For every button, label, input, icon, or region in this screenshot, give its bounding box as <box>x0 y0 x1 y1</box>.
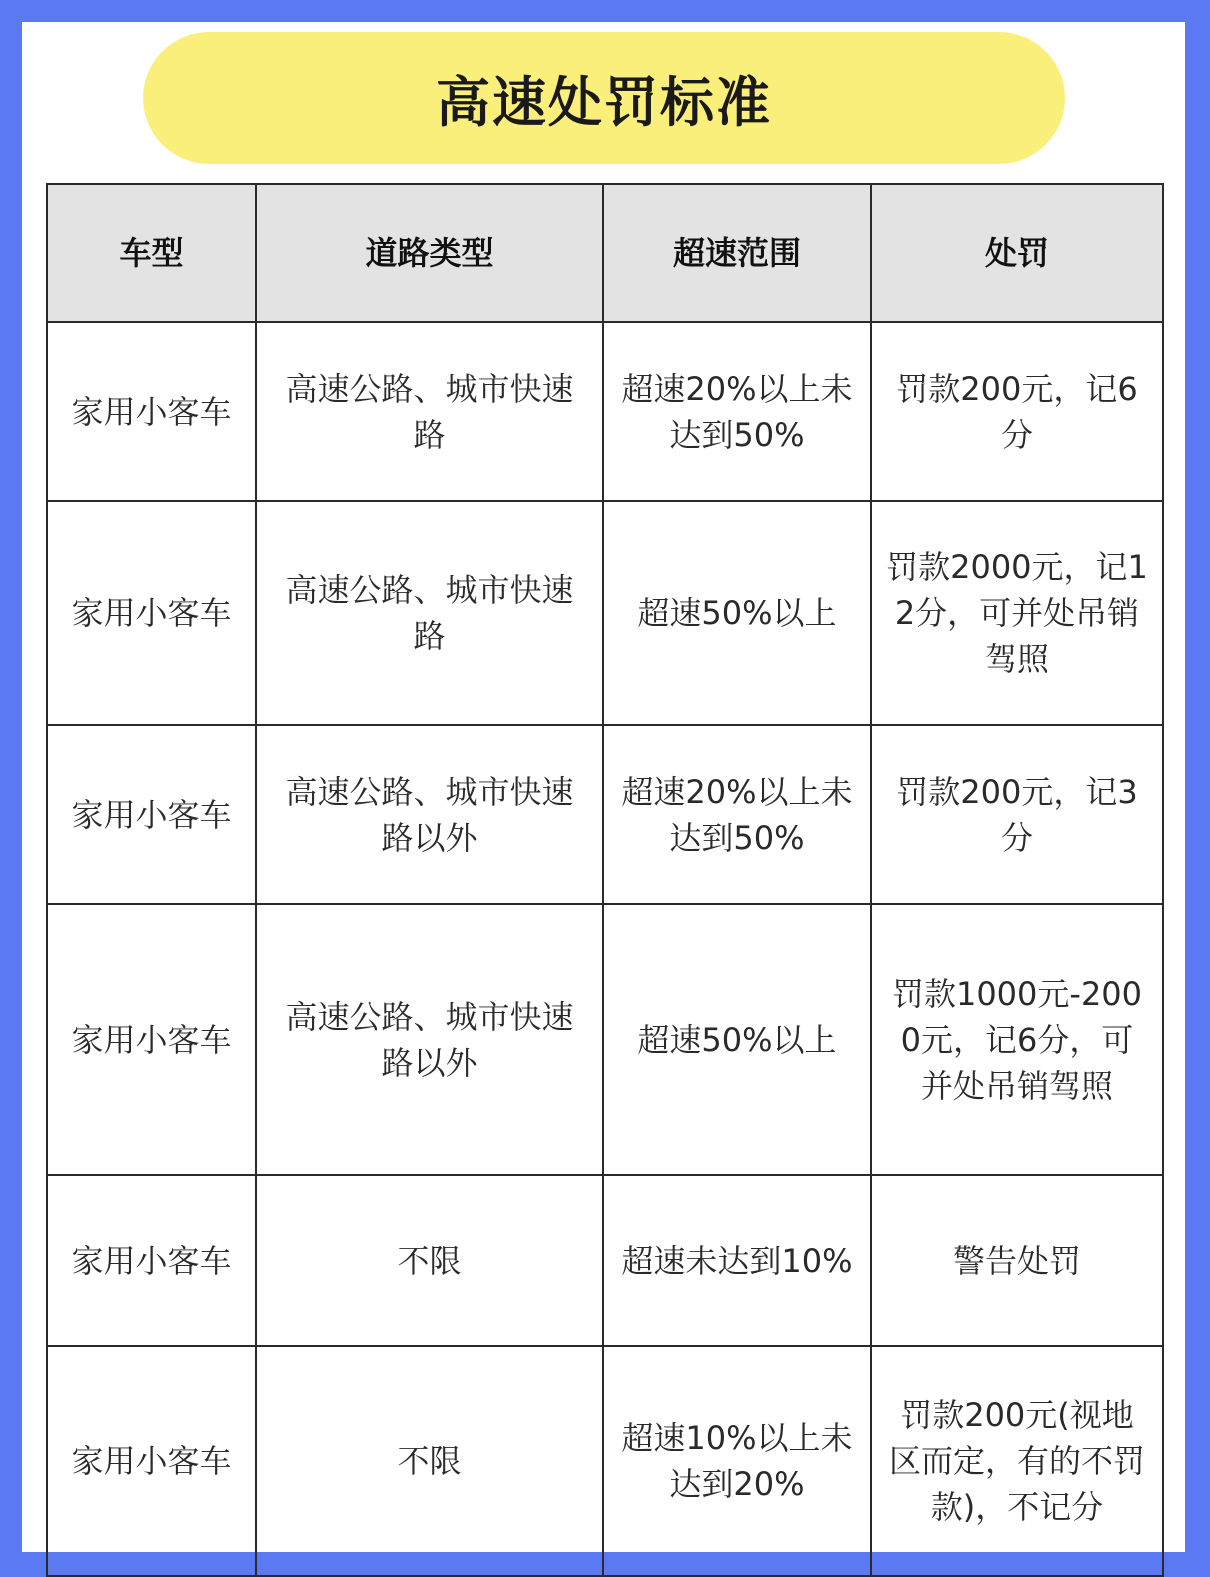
penalty-table <box>46 183 1164 1577</box>
cell-penalty: 罚款200元，记6分 <box>871 322 1163 501</box>
table-row <box>47 501 1163 725</box>
header-penalty: 处罚 <box>871 184 1163 322</box>
content-card <box>22 22 1185 1552</box>
table-row <box>47 904 1163 1175</box>
cell-vehicle: 家用小客车 <box>47 322 256 501</box>
cell-road: 高速公路、城市快速路以外 <box>256 725 603 904</box>
page-title: 高速处罚标准 <box>436 70 772 134</box>
cell-vehicle: 家用小客车 <box>47 904 256 1175</box>
table-header-row <box>47 184 1163 322</box>
cell-road: 不限 <box>256 1346 603 1576</box>
cell-road-highlighted: 高速公路、城市快速路 <box>256 501 603 725</box>
cell-road-highlighted: 高速公路、城市快速路 <box>256 322 603 501</box>
cell-speeding: 超速50%以上 <box>603 904 871 1175</box>
cell-speeding: 超速20%以上未达到50% <box>603 725 871 904</box>
header-speeding-range: 超速范围 <box>603 184 871 322</box>
cell-penalty: 罚款1000元-2000元，记6分，可并处吊销驾照 <box>871 904 1163 1175</box>
header-vehicle-type: 车型 <box>47 184 256 322</box>
cell-road: 高速公路、城市快速路以外 <box>256 904 603 1175</box>
cell-speeding: 超速20%以上未达到50% <box>603 322 871 501</box>
cell-vehicle: 家用小客车 <box>47 501 256 725</box>
cell-penalty: 警告处罚 <box>871 1175 1163 1346</box>
table-row <box>47 1175 1163 1346</box>
header-road-type: 道路类型 <box>256 184 603 322</box>
cell-speeding: 超速50%以上 <box>603 501 871 725</box>
cell-road: 不限 <box>256 1175 603 1346</box>
cell-speeding: 超速10%以上未达到20% <box>603 1346 871 1576</box>
cell-vehicle: 家用小客车 <box>47 1175 256 1346</box>
cell-penalty: 罚款200元(视地区而定，有的不罚款)，不记分 <box>871 1346 1163 1576</box>
table-row <box>47 1346 1163 1576</box>
cell-speeding: 超速未达到10% <box>603 1175 871 1346</box>
cell-vehicle: 家用小客车 <box>47 725 256 904</box>
table-row <box>47 322 1163 501</box>
cell-penalty: 罚款200元，记3分 <box>871 725 1163 904</box>
cell-penalty: 罚款2000元，记12分，可并处吊销驾照 <box>871 501 1163 725</box>
cell-vehicle: 家用小客车 <box>47 1346 256 1576</box>
table-row <box>47 725 1163 904</box>
title-banner <box>143 32 1065 164</box>
